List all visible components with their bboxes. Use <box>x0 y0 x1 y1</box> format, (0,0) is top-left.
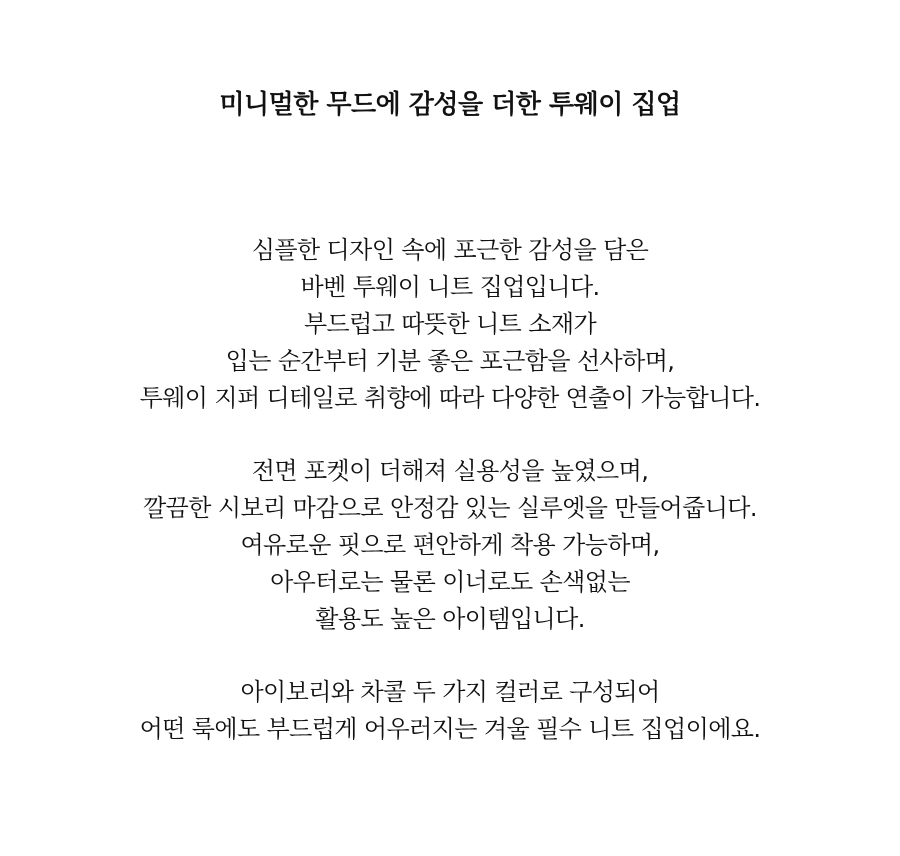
headline: 미니멀한 무드에 감성을 더한 투웨이 집업 <box>219 90 681 120</box>
text-line: 아이보리와 차콜 두 가지 컬러로 구성되어 <box>240 678 660 706</box>
text-line: 여유로운 핏으로 편안하게 착용 가능하며, <box>240 531 660 559</box>
text-line: 아우터로는 물론 이너로도 손색없는 <box>270 568 630 596</box>
text-line: 활용도 높은 아이템입니다. <box>315 605 585 633</box>
paragraph-colors <box>0 674 900 748</box>
paragraph-features <box>0 453 900 638</box>
body-copy <box>0 232 900 748</box>
text-line: 깔끔한 시보리 마감으로 안정감 있는 실루엣을 만들어줍니다. <box>143 494 757 522</box>
text-line: 부드럽고 따뜻한 니트 소재가 <box>303 310 597 338</box>
text-line: 바벤 투웨이 니트 집업입니다. <box>300 273 600 301</box>
text-line: 심플한 디자인 속에 포근한 감성을 담은 <box>251 236 649 264</box>
paragraph-intro <box>0 232 900 417</box>
text-line: 전면 포켓이 더해져 실용성을 높였으며, <box>251 457 649 485</box>
text-line: 어떤 룩에도 부드럽게 어우러지는 겨울 필수 니트 집업이에요. <box>139 715 761 743</box>
text-line: 입는 순간부터 기분 좋은 포근함을 선사하며, <box>225 347 675 375</box>
text-line: 투웨이 지퍼 디테일로 취향에 따라 다양한 연출이 가능합니다. <box>139 384 761 412</box>
